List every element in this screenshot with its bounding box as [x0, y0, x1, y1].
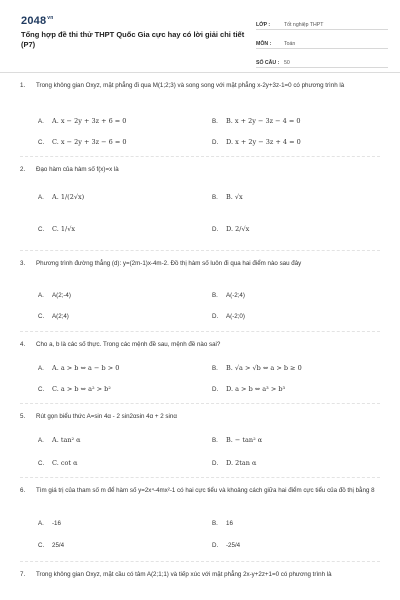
question-number: 1.	[20, 82, 26, 89]
option-1b[interactable]	[212, 117, 301, 125]
option-text: A(2;-4)	[52, 292, 71, 299]
question-divider	[20, 561, 380, 562]
question-text: Rút gọn biểu thức A=sin 4α - 2 sin2αsin 4α + 2 sinα	[36, 413, 177, 420]
option-text: A. a > b ⇔ a − b > 0	[52, 364, 120, 372]
option-text: 25/4	[52, 542, 65, 549]
option-text: A(-2;0)	[226, 313, 245, 320]
option-letter: B.	[212, 364, 218, 372]
option-letter: B.	[212, 520, 218, 527]
option-letter: A.	[38, 520, 44, 527]
option-text: A(-2;4)	[226, 292, 245, 299]
option-letter: A.	[38, 364, 44, 372]
option-text: A. tan² α	[52, 436, 81, 444]
option-text: A. x − 2y + 3z + 6 = 0	[52, 117, 127, 125]
option-5a[interactable]	[38, 436, 81, 444]
option-text: 16	[226, 520, 233, 527]
option-text: D. x + 2y − 3z + 4 = 0	[226, 138, 301, 146]
meta-value: Toán	[284, 41, 296, 47]
question-number: 4.	[20, 341, 26, 348]
option-letter: C.	[38, 459, 45, 467]
option-5c[interactable]	[38, 459, 78, 467]
option-1d[interactable]	[212, 138, 301, 146]
option-text: D. a > b ⇔ a³ > b³	[226, 385, 286, 393]
question-6	[20, 486, 375, 495]
option-letter: B.	[212, 117, 218, 125]
question-text: Tìm giá trị của tham số m để hàm số y=2x⁴-4mx²-1 có hai cực tiểu và khoảng cách giữa hai điểm cực tiểu của đồ thị bằng 8	[36, 487, 375, 494]
logo-suffix: vn	[47, 15, 54, 22]
question-number: 7.	[20, 571, 26, 578]
option-letter: C.	[38, 138, 45, 146]
meta-subject	[256, 35, 388, 49]
option-text: C. a > b ⇔ a² > b²	[52, 385, 111, 393]
option-letter: D.	[212, 385, 219, 393]
question-number: 5.	[20, 413, 26, 420]
option-3b[interactable]	[212, 292, 245, 299]
option-text: -25/4	[226, 542, 241, 549]
meta-label: LỚP :	[256, 22, 271, 28]
option-letter: B.	[212, 193, 218, 201]
option-3d[interactable]	[212, 313, 245, 320]
logo-text: 2048	[21, 15, 47, 27]
question-text: Đạo hàm của hàm số f(x)=x là	[36, 166, 119, 173]
exam-meta	[256, 16, 388, 73]
option-4c[interactable]	[38, 385, 111, 393]
option-6b[interactable]	[212, 520, 233, 527]
question-3	[20, 259, 375, 268]
question-number: 3.	[20, 260, 26, 267]
option-letter: C.	[38, 542, 45, 549]
option-letter: B.	[212, 292, 218, 299]
meta-class	[256, 16, 388, 30]
option-4b[interactable]	[212, 364, 302, 372]
option-letter: B.	[212, 436, 218, 444]
option-text: B. − tan² α	[226, 436, 263, 444]
option-letter: D.	[212, 225, 219, 233]
exam-header	[18, 0, 382, 68]
exam-title: Tổng hợp đề thi thử THPT Quốc Gia cực hay có lời giải chi tiết (P7)	[21, 30, 245, 49]
question-4	[20, 340, 375, 349]
option-text: B. x + 2y − 3z − 4 = 0	[226, 117, 301, 125]
question-divider	[20, 403, 380, 404]
option-6c[interactable]	[38, 542, 64, 549]
option-6a[interactable]	[38, 520, 61, 527]
site-logo[interactable]	[21, 15, 54, 27]
option-text: B. √a > √b ⇔ a > b ≥ 0	[226, 364, 302, 372]
option-2c[interactable]	[38, 225, 75, 233]
option-2a[interactable]	[38, 193, 84, 201]
option-letter: C.	[38, 385, 45, 393]
option-letter: C.	[38, 313, 45, 320]
option-2b[interactable]	[212, 193, 243, 201]
question-text: Cho a, b là các số thực. Trong các mệnh đề sau, mệnh đề nào sai?	[36, 341, 221, 348]
option-letter: A.	[38, 117, 44, 125]
option-1a[interactable]	[38, 117, 126, 125]
question-5	[20, 412, 375, 421]
option-letter: D.	[212, 542, 219, 549]
question-1	[20, 81, 375, 90]
option-text: C. 1/√x	[52, 225, 76, 233]
option-text: -16	[52, 520, 61, 527]
option-letter: D.	[212, 313, 219, 320]
option-text: C. cot α	[52, 459, 78, 467]
question-divider	[20, 250, 380, 251]
option-5d[interactable]	[212, 459, 256, 467]
option-text: C. x − 2y + 3z − 6 = 0	[52, 138, 127, 146]
option-text: D. 2tan α	[226, 459, 257, 467]
meta-value: Tốt nghiệp THPT	[284, 22, 324, 28]
question-7	[20, 570, 375, 579]
meta-label: MÔN :	[256, 41, 272, 47]
question-divider	[20, 156, 380, 157]
meta-label: SỐ CÂU :	[256, 60, 280, 66]
option-letter: D.	[212, 459, 219, 467]
option-letter: A.	[38, 436, 44, 444]
meta-question-count	[256, 54, 388, 68]
option-letter: A.	[38, 193, 44, 201]
option-3a[interactable]	[38, 292, 71, 299]
option-text: A(2;4)	[52, 313, 69, 320]
option-text: A. 1/(2√x)	[52, 193, 85, 201]
question-divider	[20, 477, 380, 478]
question-text: Trong không gian Oxyz, mặt phẳng đi qua M(1;2;3) và song song với mặt phẳng x-2y+3z-1=0 có phương trình là	[36, 82, 345, 89]
question-text: Phương trình đường thẳng (d): y=(2m-1)x-4m-2. Đồ thị hàm số luôn đi qua hai điểm nào sau đây	[36, 260, 302, 267]
option-4a[interactable]	[38, 364, 119, 372]
header-divider	[0, 72, 400, 73]
option-6d[interactable]	[212, 542, 240, 549]
question-2	[20, 165, 375, 174]
option-4d[interactable]	[212, 385, 285, 393]
option-text: B. √x	[226, 193, 243, 201]
meta-value: 50	[284, 60, 290, 66]
question-text: Trong không gian Oxyz, mặt cầu có tâm A(2;1;1) và tiếp xúc với mặt phẳng 2x-y+2z+1=0 có phương trình là	[36, 571, 332, 578]
option-5b[interactable]	[212, 436, 262, 444]
option-text: D. 2/√x	[226, 225, 250, 233]
option-letter: A.	[38, 292, 44, 299]
option-letter: D.	[212, 138, 219, 146]
option-2d[interactable]	[212, 225, 249, 233]
question-number: 2.	[20, 166, 26, 173]
question-number: 6.	[20, 487, 26, 494]
option-letter: C.	[38, 225, 45, 233]
option-3c[interactable]	[38, 313, 69, 320]
question-divider	[20, 331, 380, 332]
option-1c[interactable]	[38, 138, 127, 146]
